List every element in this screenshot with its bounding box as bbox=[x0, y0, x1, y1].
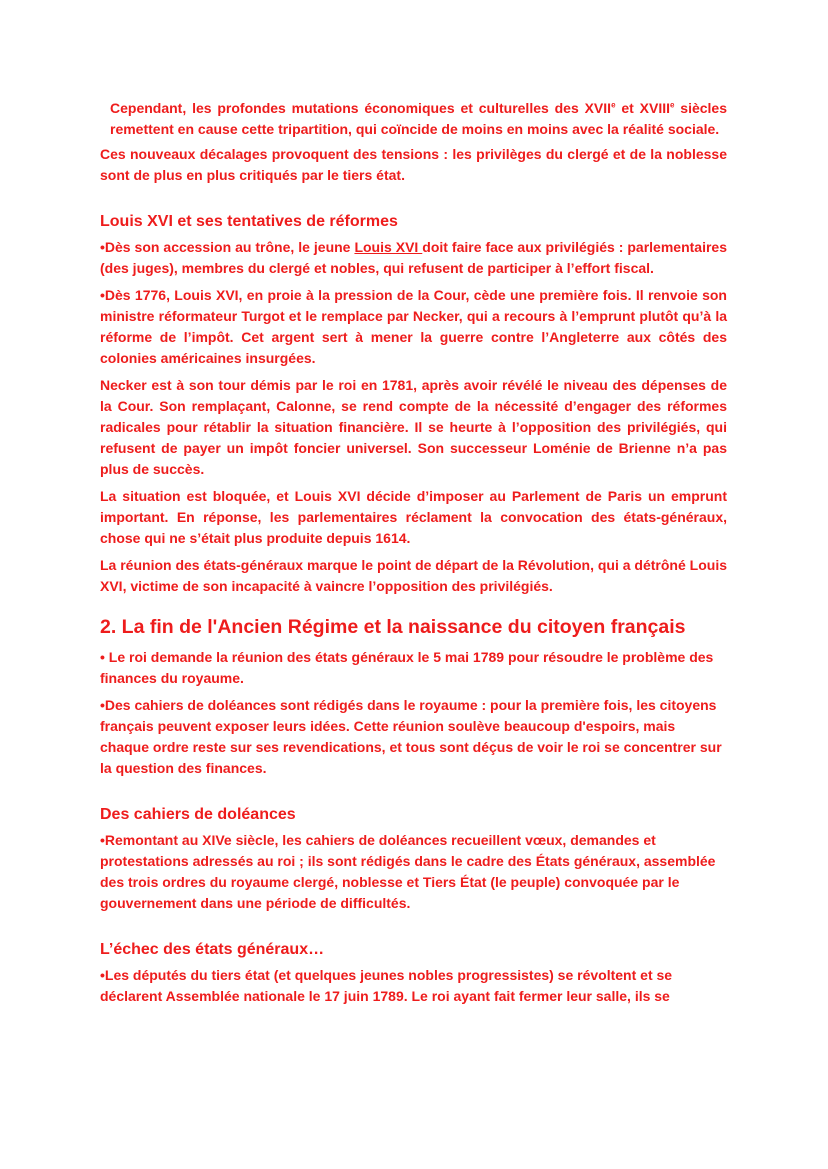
louis-p1-before: •Dès son accession au trône, le jeune bbox=[100, 239, 355, 255]
document-page bbox=[100, 98, 727, 1007]
louis-paragraph-3: Necker est à son tour démis par le roi en 1781, après avoir révélé le niveau des dépenses de la Cour. Son remplaçant, Calonne, se rend compte de la nécessité d’engager des réformes radicales pour rétablir la situation financière. Il se heurte à l’opposition des privilégiés, qui refusent de payer un impôt foncier universel. Son successeur Loménie de Brienne n’a pas plus de succès. bbox=[100, 377, 727, 477]
heading-louis-xvi-reformes: Louis XVI et ses tentatives de réformes bbox=[100, 213, 398, 230]
louis-paragraph-1 bbox=[100, 237, 727, 279]
superscript-e: e bbox=[611, 100, 616, 110]
intro-paragraph bbox=[100, 98, 727, 140]
louis-p1-after: doit faire face aux privilégiés : parlementaires (des juges), membres du clergé et nobles, qui refusent de participer à l’effort fiscal. bbox=[100, 239, 727, 276]
louis-xvi-link[interactable]: Louis XVI bbox=[354, 239, 423, 255]
heading-echec-etats-generaux: L’échec des états généraux… bbox=[100, 941, 325, 958]
superscript-e: e bbox=[670, 100, 675, 110]
echec-paragraph-1: •Les députés du tiers état (et quelques jeunes nobles progressistes) se révoltent et se déclarent Assemblée nationale le 17 juin 1789. Le roi ayant fait fermer leur salle, ils se bbox=[100, 967, 673, 1004]
intro-text-3: siècles remettent en cause cette tripartition, qui coïncide de moins en moins avec la réalité sociale. bbox=[110, 100, 728, 137]
fin-paragraph-2: •Des cahiers de doléances sont rédigés dans le royaume : pour la première fois, les citoyens français peuvent exposer leurs idées. Cette réunion soulève beaucoup d'espoirs, mais chaque ordre reste sur ses revendications, et tous sont déçus de voir le roi se concentrer sur la question des finances. bbox=[100, 697, 722, 776]
heading-fin-ancien-regime: 2. La fin de l'Ancien Régime et la naissance du citoyen français bbox=[100, 616, 686, 638]
fin-paragraph-1: • Le roi demande la réunion des états généraux le 5 mai 1789 pour résoudre le problème des finances du royaume. bbox=[100, 649, 714, 686]
heading-cahiers-doleances: Des cahiers de doléances bbox=[100, 806, 296, 823]
tensions-paragraph: Ces nouveaux décalages provoquent des tensions : les privilèges du clergé et de la noblesse sont de plus en plus critiqués par le tiers état. bbox=[100, 146, 727, 183]
louis-paragraph-2: •Dès 1776, Louis XVI, en proie à la pression de la Cour, cède une première fois. Il renvoie son ministre réformateur Turgot et le remplace par Necker, qui a recours à l’emprunt plutôt qu’à la réforme de l’impôt. Cet argent sert à mener la guerre contre l’Angleterre aux côtés des colonies américaines insurgées. bbox=[100, 287, 727, 366]
louis-paragraph-4: La situation est bloquée, et Louis XVI décide d’imposer au Parlement de Paris un emprunt important. En réponse, les parlementaires réclament la convocation des états-généraux, chose qui ne s’était plus produite depuis 1614. bbox=[100, 488, 727, 546]
intro-text-2: et XVIII bbox=[615, 100, 670, 116]
louis-paragraph-5: La réunion des états-généraux marque le point de départ de la Révolution, qui a détrôné Louis XVI, victime de son incapacité à vaincre l’opposition des privilégiés. bbox=[100, 557, 727, 594]
cahiers-paragraph-1: •Remontant au XIVe siècle, les cahiers de doléances recueillent vœux, demandes et protestations adressés au roi ; ils sont rédigés dans le cadre des États généraux, assemblée des trois ordres du royaume clergé, noblesse et Tiers État (le peuple) convoquée par le gouvernement dans une période de difficultés. bbox=[100, 832, 716, 911]
intro-text-1: Cependant, les profondes mutations économiques et culturelles des XVII bbox=[110, 100, 612, 116]
